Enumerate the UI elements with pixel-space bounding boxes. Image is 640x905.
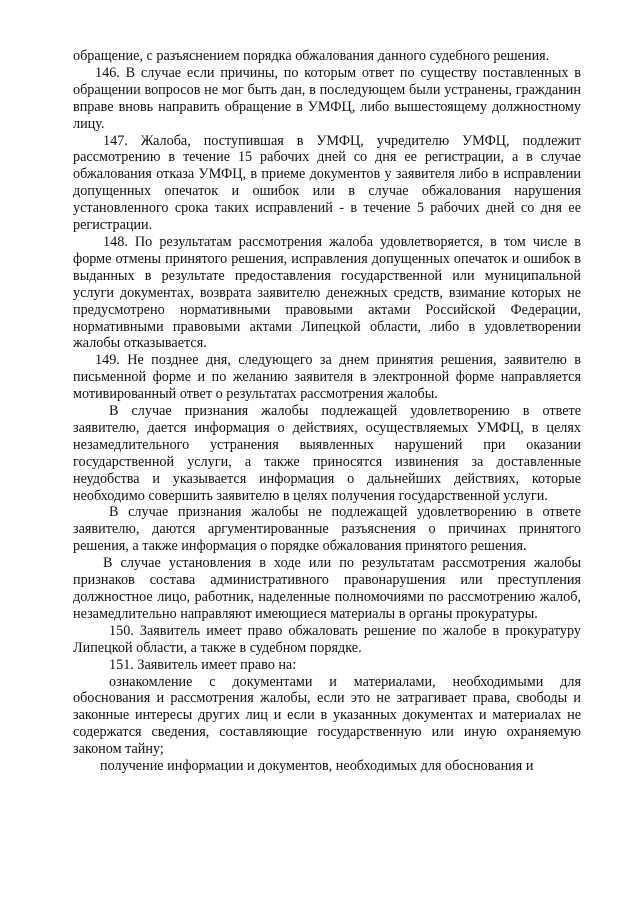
paragraph-violation-found: В случае установления в ходе или по результатам рассмотрения жалобы признаков состава административного правонарушения или преступления должностное лицо, работник, наделенные полномочиями по рассмотрению жалоб, незамедлительно направляют имеющиеся материалы в органы прокуратуры. [73,555,581,622]
paragraph-continuation: обращение, с разъяснением порядка обжалования данного судебного решения. [73,48,550,64]
document-page [73,48,581,775]
paragraph-148: 148. По результатам рассмотрения жалоба удовлетворяется, в том числе в форме отмены принятого решения, исправления допущенных опечаток и ошибок в выданных в результате предоставления государственной или муниципальной услуги документах, возврата заявителю денежных средств, взимание которых не предусмотрено нормативными правовыми актами Российской Федерации, нормативными правовыми актами Липецкой области, либо в удовлетворении жалобы отказывается. [73,233,581,352]
paragraph-right-familiarization: ознакомление с документами и материалами, необходимыми для обоснования и рассмотрения жалобы, если это не затрагивает права, свободы и законные интересы других лиц и если в указанных документах и материалах не содержатся сведения, составляющие государственную или иную охраняемую законом тайну; [73,673,581,758]
paragraph-149: 149. Не позднее дня, следующего за днем принятия решения, заявителю в письменной форме и по желанию заявителя в электронной форме направляется мотивированный ответ о результатах рассмотрения жалобы. [73,352,581,403]
paragraph-146: 146. В случае если причины, по которым ответ по существу поставленных в обращении вопросов не мог быть дан, в последующем были устранены, гражданин вправе вновь направить обращение в УМФЦ, либо вышестоящему должностному лицу. [73,64,581,132]
paragraph-satisfied-complaint: В случае признания жалобы подлежащей удовлетворению в ответе заявителю, дается информация о действиях, осуществляемых УМФЦ, в целях незамедлительного устранения выявленных нарушений при оказании государственной услуги, а также приносятся извинения за доставленные неудобства и указывается информация о дальнейших действиях, которые необходимо совершить заявителю в целях получения государственной услуги. [73,403,581,504]
paragraph-151: 151. Заявитель имеет право на: [109,656,297,673]
paragraph-right-information: получение информации и документов, необходимых для обоснования и [100,758,534,775]
paragraph-150: 150. Заявитель имеет право обжаловать решение по жалобе в прокуратуру Липецкой области, а также в судебном порядке. [73,622,581,656]
paragraph-147: 147. Жалоба, поступившая в УМФЦ, учредителю УМФЦ, подлежит рассмотрению в течение 15 рабочих дней со дня ее регистрации, а в случае обжалования отказа УМФЦ, в приеме документов у заявителя либо в исправлении допущенных опечаток и ошибок или в случае обжалования нарушения установленного срока таких исправлений - в течение 5 рабочих дней со дня ее регистрации. [73,132,581,234]
paragraph-rejected-complaint: В случае признания жалобы не подлежащей удовлетворению в ответе заявителю, даются аргументированные разъяснения о причинах принятого решения, а также информация о порядке обжалования принятого решения. [73,504,581,555]
